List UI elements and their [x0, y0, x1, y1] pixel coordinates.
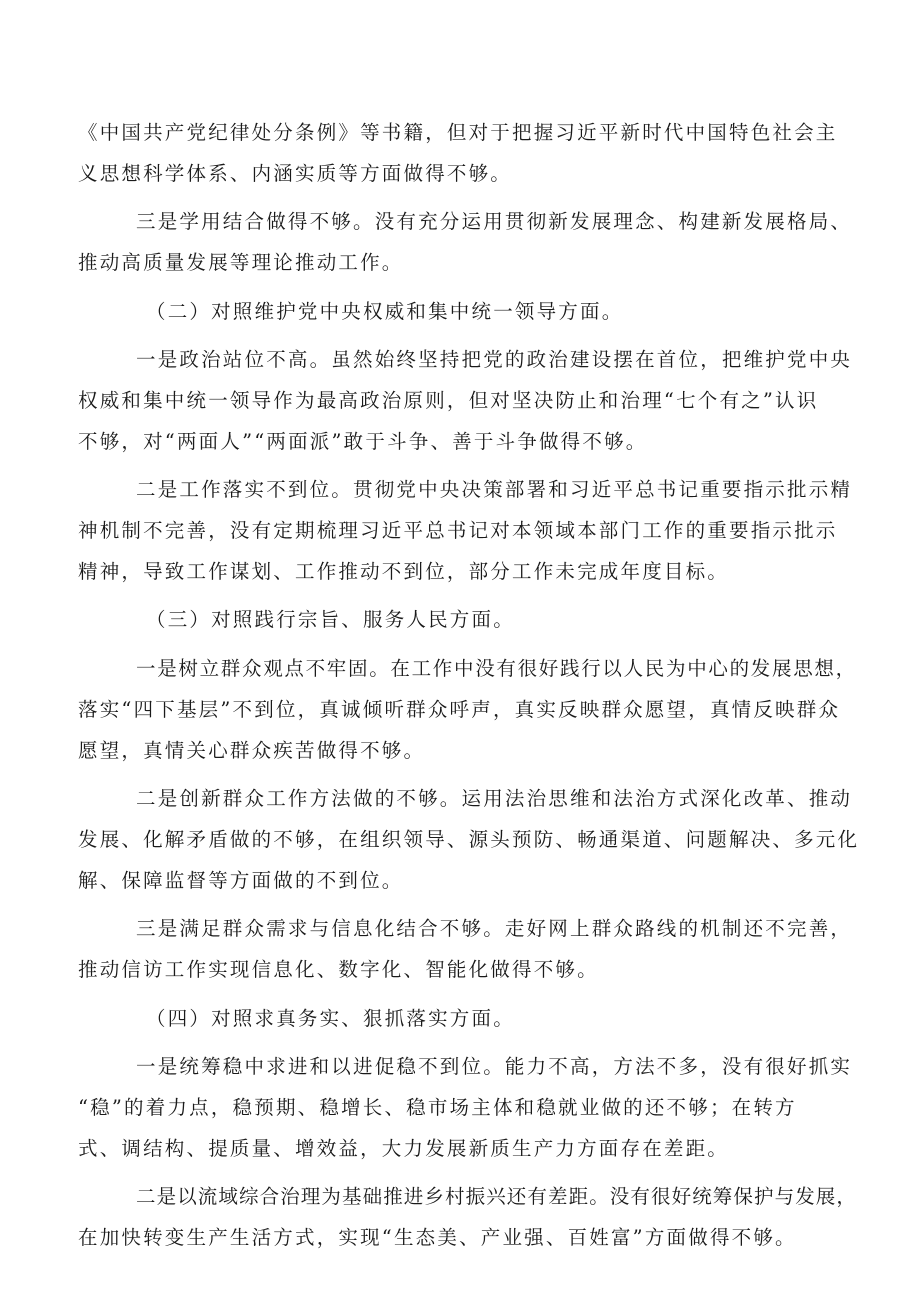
text-line: 二是以流域综合治理为基础推进乡村振兴还有差距。没有很好统筹保护与发展，: [136, 1185, 858, 1209]
section-heading: [78, 998, 858, 1039]
paragraph: [78, 112, 858, 194]
text-line: 解、保障监督等方面做的不到位。: [78, 869, 404, 893]
text-line: 愿望，真情关心群众疾苦做得不够。: [78, 738, 426, 762]
text-line: 权威和集中统一领导作为最高政治原则，但对坚决防止和治理“七个有之”认识: [78, 388, 819, 412]
text-line: 一是政治站位不高。虽然始终坚持把党的政治建设摆在首位，把维护党中央: [136, 347, 853, 371]
paragraph: [78, 648, 858, 771]
section-heading: [78, 291, 858, 332]
text-line: 推动高质量发展等理论推动工作。: [78, 251, 404, 275]
paragraph: [78, 1176, 858, 1258]
text-line: 二是工作落实不到位。贯彻党中央决策部署和习近平总书记重要指示批示精: [136, 478, 853, 502]
text-line: 推动信访工作实现信息化、数字化、智能化做得不够。: [78, 958, 599, 982]
text-line: 义思想科学体系、内涵实质等方面做得不够。: [78, 162, 513, 185]
paragraph: [78, 201, 858, 283]
text-line: 二是创新群众工作方法做的不够。运用法治思维和法治方式深化改革、推动: [136, 787, 853, 811]
heading-line: （四）对照求真务实、狠抓落实方面。: [146, 1006, 515, 1030]
text-line: 一是统筹稳中求进和以进促稳不到位。能力不高，方法不多，没有很好抓实: [136, 1054, 853, 1078]
text-line: 神机制不完善，没有定期梳理习近平总书记对本领域本部门工作的重要指示批示: [78, 519, 838, 543]
text-line: 在加快转变生产生活方式，实现“生态美、产业强、百姓富”方面做得不够。: [78, 1226, 797, 1250]
heading-line: （三）对照践行宗旨、服务人民方面。: [146, 608, 515, 632]
document-page: [78, 112, 858, 1266]
text-line: 三是满足群众需求与信息化结合不够。走好网上群众路线的机制还不完善，: [136, 917, 853, 941]
text-line: 不够，对“两面人”“两面派”敢于斗争、善于斗争做得不够。: [78, 429, 648, 453]
heading-line: （二）对照维护党中央权威和集中统一领导方面。: [146, 299, 624, 323]
text-line: 一是树立群众观点不牢固。在工作中没有很好践行以人民为中心的发展思想，: [136, 656, 857, 680]
section-heading: [78, 599, 858, 640]
text-line: “稳”的着力点，稳预期、稳增长、稳市场主体和稳就业做的还不够；在转方: [78, 1095, 797, 1119]
paragraph: [78, 469, 858, 592]
text-line: 落实“四下基层”不到位，真诚倾听群众呼声，真实反映群众愿望，真情反映群众: [78, 697, 841, 721]
text-line: 式、调结构、提质量、增效益，大力发展新质生产力方面存在差距。: [78, 1136, 730, 1160]
paragraph: [78, 339, 858, 462]
text-line: 精神，导致工作谋划、工作推动不到位，部分工作未完成年度目标。: [78, 560, 730, 584]
paragraph: [78, 778, 858, 901]
paragraph: [78, 908, 858, 990]
text-line: 《中国共产党纪律处分条例》等书籍，但对于把握习近平新时代中国特色社会主: [78, 121, 838, 144]
text-line: 发展、化解矛盾做的不够，在组织领导、源头预防、畅通渠道、问题解决、多元化: [78, 828, 860, 852]
text-line: 三是学用结合做得不够。没有充分运用贯彻新发展理念、构建新发展格局、: [136, 210, 853, 234]
paragraph: [78, 1046, 858, 1169]
